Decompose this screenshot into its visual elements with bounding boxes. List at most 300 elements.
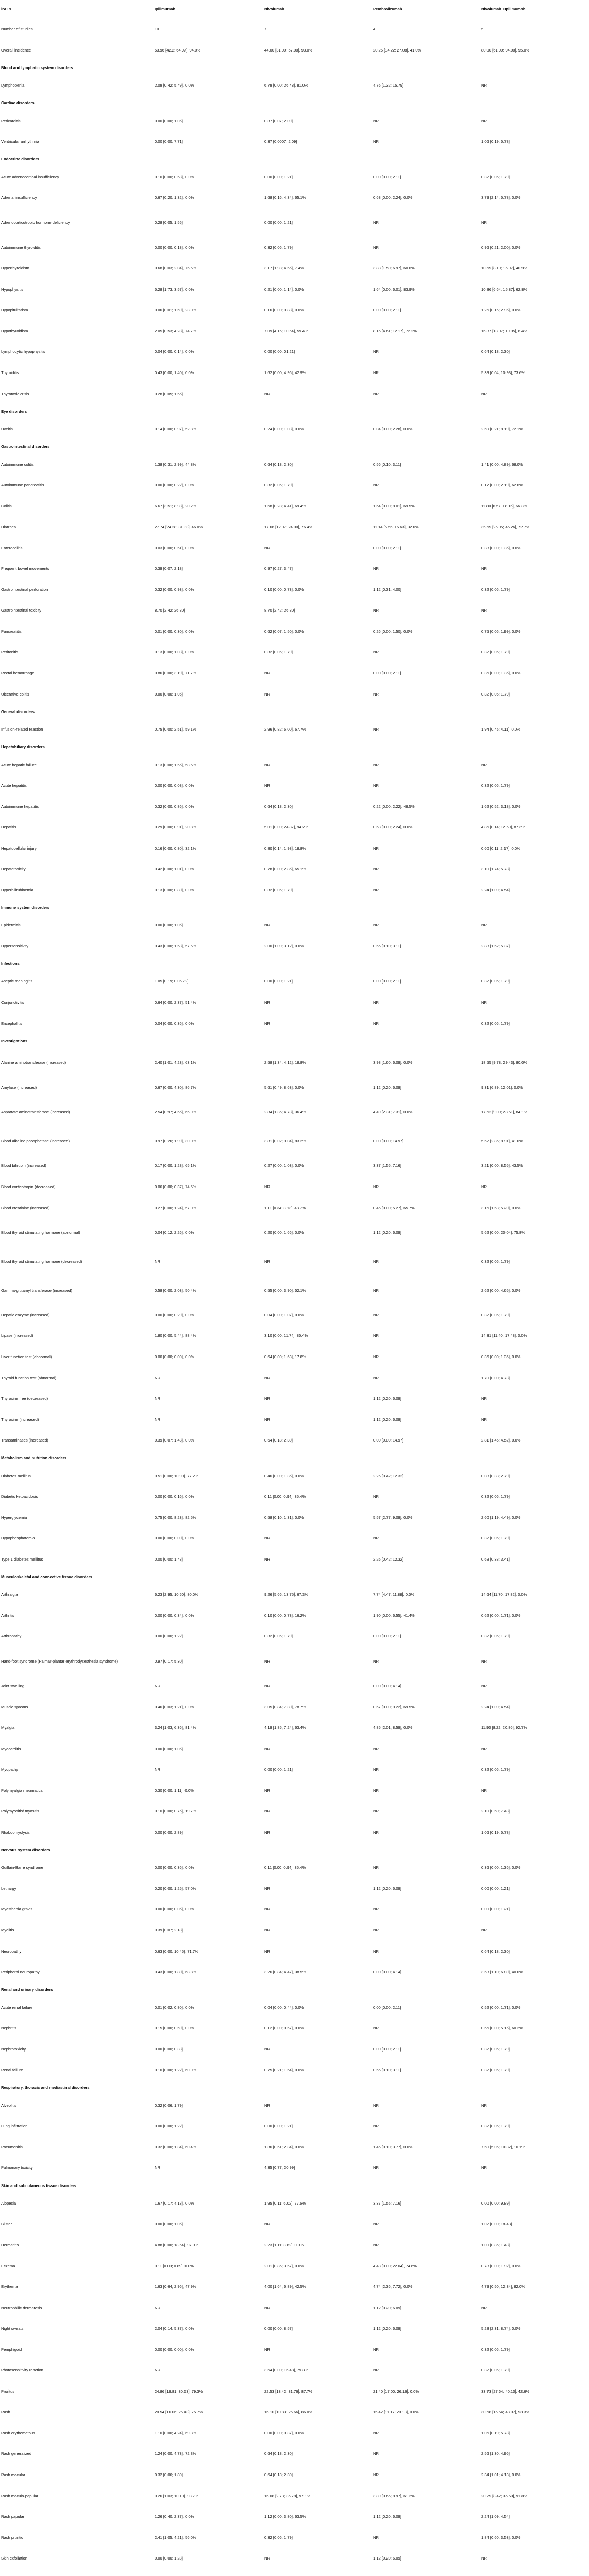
value-cell: 1.67 [0.17; 4.18], 0.0% <box>155 2200 194 2206</box>
value-cell: 0.65 [0.00; 5.15], 60.2% <box>481 2026 523 2031</box>
value-cell: 0.04 [0.00; 0.44], 0.0% <box>264 2005 304 2010</box>
value-cell: 2.24 [1.09; 4.54] <box>481 887 510 892</box>
value-cell: 0.00 [0.00; 1.22] <box>155 2124 183 2129</box>
section-heading: Gastrointestinal disorders <box>1 444 50 449</box>
value-cell: 0.75 [0.21; 1.54], 0.0% <box>264 2067 304 2073</box>
value-cell: 4 <box>373 27 376 32</box>
value-cell: 8.70 [2.42; 26.80] <box>264 608 295 613</box>
irae-name-cell: Lung infiltration <box>1 2124 28 2129</box>
table-row <box>0 796 589 817</box>
irae-name-cell: Epidermitis <box>1 923 21 928</box>
value-cell: NR <box>481 608 487 613</box>
value-cell: 4.74 [2.36; 7.72], 0.0% <box>373 2284 413 2290</box>
table-row <box>0 1801 589 1822</box>
value-cell: NR <box>373 1788 379 1793</box>
irae-name-cell: Thyroxine (increased) <box>1 1417 39 1422</box>
value-cell: 1.26 [0.40; 2.37], 0.0% <box>155 2514 194 2519</box>
value-cell: NR <box>373 2451 379 2456</box>
value-cell: 0.37 [0.07; 2.09] <box>264 118 293 123</box>
table-row <box>0 2137 589 2158</box>
value-cell: NR <box>373 1333 379 1338</box>
value-cell: 0.00 [0.00; 1.05] <box>155 1746 183 1751</box>
irae-name-cell: Diarrhea <box>1 524 16 530</box>
value-cell: NR <box>373 1287 379 1293</box>
value-cell: NR <box>373 1000 379 1005</box>
value-cell: 0.13 [0.00; 1.03], 0.0% <box>155 650 194 655</box>
value-cell: 0.00 [0.00; 2.89] <box>155 1829 183 1835</box>
table-row <box>0 859 589 880</box>
value-cell: NR <box>373 1927 379 1933</box>
value-cell: NR <box>481 1184 487 1189</box>
irae-name-cell: Pemphigoid <box>1 2347 22 2352</box>
section-row <box>0 957 589 971</box>
value-cell: 4.79 [0.50; 12.34], 82.0% <box>481 2284 525 2290</box>
value-cell: 0.64 [0.18; 2.30] <box>264 1438 293 1443</box>
value-cell: 17.62 [9.09; 28.61], 84.1% <box>481 1110 528 1115</box>
value-cell: 14.64 [11.70; 17.82], 0.0% <box>481 1592 527 1597</box>
value-cell: 0.32 [0.00; 0.86], 0.0% <box>155 804 194 809</box>
irae-name-cell: Guillain-Barre syndrome <box>1 1865 43 1870</box>
value-cell: 0.00 [0.00; 2.11] <box>373 308 401 313</box>
value-cell: 21.40 [17.00; 26.16], 0.0% <box>373 2388 419 2394</box>
table-row <box>0 1507 589 1528</box>
irae-name-cell: Erythema <box>1 2284 18 2290</box>
table-row <box>0 1367 589 1388</box>
value-cell: 1.10 [0.00; 4.24], 69.3% <box>155 2430 196 2435</box>
value-cell: 0.39 [0.07; 1.43], 0.0% <box>155 1438 194 1443</box>
value-cell: NR <box>373 887 379 892</box>
value-cell: 0.86 [0.00; 3.19], 71.7% <box>155 671 196 676</box>
value-cell: NR <box>373 1809 379 1814</box>
irae-name-cell: Acute adrenocortical insufficiency <box>1 174 59 179</box>
value-cell: 4.88 [0.00; 18.64], 97.0% <box>155 2242 198 2247</box>
table-row <box>0 342 589 363</box>
value-cell: 5.61 [0.49; 8.63], 0.0% <box>264 1085 304 1090</box>
value-cell: 0.32 [0.06; 1.79] <box>155 2103 183 2108</box>
value-cell: 1.68 [0.28; 4.41], 69.4% <box>264 503 306 509</box>
table-row <box>0 237 589 258</box>
value-cell: 1.06 [0.19; 5.78] <box>481 1829 510 1835</box>
table-row <box>0 1218 589 1247</box>
table-row <box>0 579 589 600</box>
section-heading: Respiratory, thoracic and mediastinal disorders <box>1 2085 90 2090</box>
section-row <box>0 1034 589 1048</box>
value-cell: 0.62 [0.00; 1.71], 0.0% <box>481 1613 521 1618</box>
value-cell: 20.29 [8.42; 35.50], 91.8% <box>481 2493 528 2498</box>
value-cell: 0.12 [0.00; 0.57], 0.0% <box>264 2026 304 2031</box>
section-heading: Hepatobiliary disorders <box>1 744 45 750</box>
irae-name-cell: Photosensitivity reaction <box>1 2368 43 2373</box>
table-row <box>0 2527 589 2548</box>
value-cell: 0.96 [0.21; 2.00], 0.0% <box>481 245 521 250</box>
irae-name-cell: Infusion-related reaction <box>1 727 43 732</box>
value-cell: 5.39 [0.04; 10.93], 73.6% <box>481 370 525 375</box>
section-heading: General disorders <box>1 709 35 714</box>
value-cell: 0.46 [0.03; 1.21], 0.0% <box>155 1704 194 1709</box>
irae-name-cell: Pericarditis <box>1 118 21 123</box>
irae-name-cell: Rash erythematous <box>1 2430 35 2435</box>
value-cell: 1.41 [0.00; 4.89], 68.0% <box>481 462 523 467</box>
value-cell: 0.32 [0.06; 1.79] <box>264 650 293 655</box>
value-cell: NR <box>264 1259 270 1264</box>
value-cell: 0.32 [0.06; 1.79] <box>481 1021 510 1026</box>
value-cell: 6.78 [0.00; 26.48], 81.0% <box>264 83 308 88</box>
value-cell: NR <box>264 691 270 697</box>
section-row <box>0 1451 589 1465</box>
table-row <box>0 1013 589 1034</box>
value-cell: 0.00 [0.00; 0.05], 0.0% <box>155 1907 194 1912</box>
value-cell: 0.29 [0.00; 0.91], 20.8% <box>155 825 196 830</box>
value-cell: 10 <box>155 27 159 32</box>
value-cell: 5.57 [2.77; 9.09], 0.0% <box>373 1515 413 1520</box>
value-cell: 5.28 [1.73; 3.57], 0.0% <box>155 286 194 292</box>
irae-name-cell: Rash generalized <box>1 2451 32 2456</box>
irae-name-cell: Alopecia <box>1 2200 16 2206</box>
irae-name-cell: Pneumonitis <box>1 2144 23 2149</box>
table-row <box>0 2339 589 2360</box>
table-header <box>0 0 589 19</box>
section-row <box>0 1982 589 1997</box>
irae-name-cell: Adrenocorticotropic hormone deficiency <box>1 220 70 225</box>
header-cell-pembrolizumab: Pembrolizumab <box>372 0 480 19</box>
irae-name-cell: Conjunctivitis <box>1 1000 24 1005</box>
irae-name-cell: Myocarditis <box>1 1746 21 1751</box>
value-cell: 0.39 [0.07; 2.18] <box>155 1927 183 1933</box>
table-row <box>0 383 589 404</box>
value-cell: 3.64 [0.00; 16.48], 79.3% <box>264 2368 308 2373</box>
irae-name-cell: Diabetic ketoacidosis <box>1 1494 38 1499</box>
value-cell: 0.43 [0.00; 1.58], 57.6% <box>155 943 196 948</box>
value-cell: 0.68 [0.00; 2.24], 0.0% <box>373 195 413 200</box>
value-cell: 0.67 [0.00; 9.22], 69.5% <box>373 1704 415 1709</box>
value-cell: 1.64 [0.00; 8.01], 69.5% <box>373 503 415 509</box>
value-cell: 1.64 [0.00; 6.01], 83.9% <box>373 286 415 292</box>
value-cell: 0.97 [0.17; 5.30] <box>155 1658 183 1664</box>
value-cell: NR <box>155 1683 160 1688</box>
table-row <box>0 1346 589 1367</box>
value-cell: 4.85 [0.14; 12.69], 87.3% <box>481 825 525 830</box>
table-row <box>0 2506 589 2528</box>
table-row <box>0 2381 589 2402</box>
table-row <box>0 454 589 475</box>
value-cell: 0.32 [0.06; 1.79] <box>264 1634 293 1639</box>
value-cell: 4.00 [1.64; 6.89], 42.5% <box>264 2284 306 2290</box>
value-cell: NR <box>264 671 270 676</box>
value-cell: 0.46 [0.00; 1.35], 0.0% <box>264 1473 304 1478</box>
value-cell: 0.32 [0.06; 1.79] <box>481 691 510 697</box>
value-cell: 3.05 [0.84; 7.30], 78.7% <box>264 1704 306 1709</box>
value-cell: NR <box>373 845 379 851</box>
value-cell: 0.36 [0.00; 1.36], 0.0% <box>481 1865 521 1870</box>
value-cell: 0.00 [0.00; 0.00], 0.0% <box>155 1536 194 1541</box>
value-cell: NR <box>155 1767 160 1772</box>
value-cell: 1.00 [0.86; 1.43] <box>481 2242 510 2247</box>
value-cell: 0.00 [0.00; 4.14] <box>373 1970 401 1975</box>
value-cell: 3.21 [0.00; 8.55], 43.5% <box>481 1163 523 1168</box>
section-heading: Investigations <box>1 1038 28 1043</box>
section-row <box>0 901 589 915</box>
value-cell: 3.79 [2.14; 5.78], 0.0% <box>481 195 521 200</box>
value-cell: 1.12 [0.00; 3.80], 63.5% <box>264 2514 306 2519</box>
value-cell: 0.00 [0.00; 1.28] <box>155 2556 183 2561</box>
value-cell: 1.12 [0.20; 6.09] <box>373 2514 401 2519</box>
section-row <box>0 152 589 166</box>
value-cell: NR <box>264 762 270 767</box>
value-cell: 0.00 [0.00; 0.08], 0.0% <box>155 783 194 788</box>
value-cell: 2.41 [1.05; 4.21], 56.0% <box>155 2535 196 2540</box>
table-row <box>0 1409 589 1430</box>
value-cell: NR <box>264 1927 270 1933</box>
value-cell: 11.80 [6.57; 18.16], 66.3% <box>481 503 527 509</box>
value-cell: 2.26 [0.42; 12.32] <box>373 1473 404 1478</box>
value-cell: 0.28 [0.05; 1.55] <box>155 220 183 225</box>
value-cell: 0.64 [0.18; 2.30] <box>481 1948 510 1954</box>
value-cell: 5.01 [0.00; 24.87], 94.2% <box>264 825 308 830</box>
irae-name-cell: Acute hepatitis <box>1 783 27 788</box>
section-row <box>0 404 589 419</box>
value-cell: 3.37 [1.55; 7.16] <box>373 2200 401 2206</box>
table-row <box>0 2444 589 2465</box>
value-cell: NR <box>264 1907 270 1912</box>
value-cell: NR <box>264 1788 270 1793</box>
table-row <box>0 2018 589 2039</box>
value-cell: 0.78 [0.00; 2.85], 65.1% <box>264 867 306 872</box>
value-cell: NR <box>481 1658 487 1664</box>
value-cell: 0.00 [0.00; 2.11] <box>373 2046 401 2052</box>
value-cell: 1.12 [0.20; 6.09] <box>373 1085 401 1090</box>
value-cell: NR <box>264 2222 270 2227</box>
value-cell: 3.16 [1.53; 5.20], 0.0% <box>481 1205 521 1210</box>
table-row <box>0 992 589 1013</box>
value-cell: 0.27 [0.00; 1.03], 0.0% <box>264 1163 304 1168</box>
table-row <box>0 75 589 96</box>
irae-name-cell: Hepatocellular injury <box>1 845 37 851</box>
value-cell: 1.38 [0.31; 2.99], 44.8% <box>155 462 196 467</box>
value-cell: 2.56 [1.30; 4.96] <box>481 2451 510 2456</box>
irae-name-cell: Arthropathy <box>1 1634 22 1639</box>
value-cell: NR <box>264 1396 270 1401</box>
value-cell: 2.08 [0.42; 5.49], 0.0% <box>155 83 194 88</box>
irae-name-cell: Rectal hemorrhage <box>1 671 35 676</box>
value-cell: 0.37 [0.0007; 2.09] <box>264 139 297 144</box>
irae-name-cell: Nephrotoxicity <box>1 2046 26 2052</box>
table-row <box>0 419 589 440</box>
value-cell: 0.13 [0.00; 0.80], 0.0% <box>155 887 194 892</box>
value-cell: 2.05 [0.53; 4.28], 74.7% <box>155 328 196 333</box>
irae-name-cell: Transaminases (increased) <box>1 1438 48 1443</box>
value-cell: 3.89 [0.65; 8.97], 61.2% <box>373 2493 415 2498</box>
value-cell: NR <box>155 1375 160 1380</box>
irae-name-cell: Dermatitis <box>1 2242 19 2247</box>
value-cell: 15.42 [11.17; 20.13], 0.0% <box>373 2410 419 2415</box>
table-row <box>0 642 589 663</box>
value-cell: 0.32 [0.06; 1.79] <box>481 1312 510 1317</box>
value-cell: 0.24 [0.00; 1.03], 0.0% <box>264 427 304 432</box>
value-cell: 0.10 [0.00; 0.73], 16.2% <box>264 1613 306 1618</box>
value-cell: NR <box>373 1184 379 1189</box>
value-cell: NR <box>481 2305 487 2310</box>
value-cell: 2.69 [0.21; 8.19], 72.1% <box>481 427 523 432</box>
value-cell: NR <box>373 1658 379 1664</box>
value-cell: NR <box>481 220 487 225</box>
value-cell: 0.36 [0.00; 1.36], 0.0% <box>481 1354 521 1359</box>
value-cell: NR <box>481 1417 487 1422</box>
header-row <box>0 0 589 19</box>
value-cell: NR <box>373 566 379 571</box>
irae-name-cell: Hepatitis <box>1 825 16 830</box>
irae-name-cell: Acute renal failure <box>1 2005 33 2010</box>
table-row <box>0 754 589 775</box>
table-row <box>0 936 589 957</box>
value-cell: NR <box>481 391 487 396</box>
value-cell: 6.23 [2.95; 10.50], 80.0% <box>155 1592 198 1597</box>
value-cell: 0.10 [0.00; 0.75], 19.7% <box>155 1809 196 1814</box>
value-cell: 3.17 [1.98; 4.55], 7.4% <box>264 266 304 271</box>
irae-name-cell: Pancreatitis <box>1 629 22 634</box>
irae-name-cell: Night sweats <box>1 2326 24 2331</box>
value-cell: 0.01 [0.02; 0.80], 0.0% <box>155 2005 194 2010</box>
value-cell: 0.04 [0.00; 1.07], 0.0% <box>264 1312 304 1317</box>
value-cell: 11.90 [8.22; 20.86], 92.7% <box>481 1725 527 1731</box>
value-cell: 0.13 [0.00; 1.55], 58.5% <box>155 762 196 767</box>
value-cell: 0.32 [0.06; 1.79] <box>481 1634 510 1639</box>
value-cell: 1.12 [0.20; 6.09] <box>373 1886 401 1891</box>
value-cell: NR <box>264 391 270 396</box>
section-heading: Eye disorders <box>1 409 27 414</box>
value-cell: 0.32 [0.06; 1.79] <box>481 783 510 788</box>
value-cell: 0.27 [0.00; 1.24], 57.0% <box>155 1205 196 1210</box>
value-cell: 0.32 [0.06; 1.79] <box>264 887 293 892</box>
value-cell: 0.00 [0.00; 9.89] <box>481 2200 510 2206</box>
irae-name-cell: Arthralgia <box>1 1592 18 1597</box>
value-cell <box>372 2569 480 2576</box>
irae-name-cell: Lymphopenia <box>1 83 25 88</box>
value-cell: NR <box>264 1658 270 1664</box>
table-row <box>0 684 589 705</box>
value-cell: 2.81 [1.45; 4.52], 0.0% <box>481 1438 521 1443</box>
value-cell: 0.97 [0.27; 3.47] <box>264 566 293 571</box>
value-cell: 2.34 [1.01; 4.13], 0.0% <box>481 2472 521 2477</box>
value-cell: 0.64 [0.18; 2.30] <box>481 349 510 354</box>
value-cell: NR <box>264 2347 270 2352</box>
value-cell: 18.55 [9.78; 29.43], 80.0% <box>481 1060 528 1065</box>
value-cell: 0.64 [0.18; 2.30] <box>264 804 293 809</box>
value-cell: NR <box>373 1746 379 1751</box>
value-cell: 1.06 [0.19; 5.78] <box>481 139 510 144</box>
table-row <box>0 2360 589 2381</box>
value-cell: 2.62 [0.00; 4.65], 0.0% <box>481 1287 521 1293</box>
value-cell: 0.28 [0.05; 1.55] <box>155 391 183 396</box>
value-cell: 0.32 [0.06; 1.79] <box>481 1494 510 1499</box>
value-cell: 0.00 [0.00; 1.21] <box>481 1886 510 1891</box>
table-row <box>0 320 589 342</box>
value-cell: 0.00 [0.00; 1.21] <box>481 1907 510 1912</box>
table-row <box>0 1899 589 1920</box>
value-cell: NR <box>373 762 379 767</box>
table-row <box>0 915 589 936</box>
value-cell: 0.32 [0.06; 1.79] <box>481 2347 510 2352</box>
irae-name-cell: Rash papular <box>1 2514 25 2519</box>
table-row <box>0 1718 589 1739</box>
value-cell: NR <box>264 923 270 928</box>
value-cell: 0.00 [0.00; 14.97] <box>373 1438 404 1443</box>
value-cell: 0.00 [0.00; 1.21] <box>264 174 293 179</box>
value-cell: 0.03 [0.00; 0.51], 0.0% <box>155 545 194 550</box>
value-cell: NR <box>373 370 379 375</box>
value-cell: 0.04 [0.00; 2.28], 0.0% <box>373 427 413 432</box>
value-cell: 0.32 [0.06; 1.79] <box>481 2067 510 2073</box>
value-cell: 44.00 [31.00; 57.00], 93.0% <box>264 47 313 53</box>
value-cell: 33.73 [27.64; 40.10], 42.6% <box>481 2388 530 2394</box>
irae-name-cell: Enterocolitis <box>1 545 23 550</box>
irae-name-cell <box>0 2569 154 2576</box>
header-cell-ipilimumab: Ipilimumab <box>154 0 263 19</box>
value-cell: 7.50 [5.06; 10.32], 10.1% <box>481 2144 525 2149</box>
table-row <box>0 2193 589 2214</box>
table-row <box>0 517 589 538</box>
value-cell: 0.20 [0.00; 1.66], 0.0% <box>264 1230 304 1235</box>
irae-name-cell: Blood thyroid stimulating hormone (abnormal) <box>1 1230 80 1235</box>
table-row <box>0 258 589 279</box>
irae-name-cell: Diabetes mellitus <box>1 1473 31 1478</box>
value-cell: 0.63 [0.00; 10.45], 71.7% <box>155 1948 198 1954</box>
table-row <box>0 1276 589 1304</box>
value-cell: 0.32 [0.06; 1.80] <box>155 2472 183 2477</box>
section-row <box>0 2080 589 2095</box>
value-cell: 0.21 [0.00; 1.14], 0.0% <box>264 286 304 292</box>
value-cell: NR <box>373 483 379 488</box>
value-cell: 20.26 [14.22; 27.08], 41.0% <box>373 47 422 53</box>
value-cell: 1.46 [0.10; 3.77], 0.0% <box>373 2144 413 2149</box>
value-cell: NR <box>264 783 270 788</box>
section-row <box>0 61 589 75</box>
value-cell: 1.12 [0.20; 6.09] <box>373 2305 401 2310</box>
header-cell-irae: irAEs <box>0 0 154 19</box>
value-cell: NR <box>373 139 379 144</box>
value-cell: 0.32 [0.06; 1.79] <box>481 174 510 179</box>
value-cell: 9.26 [5.66; 13.75], 67.3% <box>264 1592 308 1597</box>
irae-name-cell: Gastrointestinal toxicity <box>1 608 42 613</box>
table-row <box>0 1077 589 1098</box>
irae-name-cell: Peritonitis <box>1 650 19 655</box>
value-cell: NR <box>264 1948 270 1954</box>
value-cell: 0.04 [0.00; 0.36], 0.0% <box>155 1021 194 1026</box>
table-row <box>0 1759 589 1781</box>
table-row <box>0 2060 589 2081</box>
value-cell: 0.10 [0.00; 0.73], 0.0% <box>264 587 304 592</box>
value-cell: NR <box>373 2103 379 2108</box>
value-cell: NR <box>373 2535 379 2540</box>
table-row <box>0 300 589 321</box>
value-cell: NR <box>481 1000 487 1005</box>
irae-name-cell: Lethargy <box>1 1886 16 1891</box>
irae-name-cell: Number of studies <box>1 27 33 32</box>
table-row <box>0 2318 589 2340</box>
table-row <box>0 775 589 796</box>
value-cell: NR <box>264 1556 270 1562</box>
irae-name-cell: Hyperbilirubinemia <box>1 887 33 892</box>
value-cell: 0.00 [0.00; 0.36], 0.0% <box>155 1865 194 1870</box>
table-row <box>0 1098 589 1127</box>
value-cell: 2.40 [1.01; 4.23], 63.1% <box>155 1060 196 1065</box>
irae-name-cell: Thyroid function test (abnormal) <box>1 1375 57 1380</box>
irae-name-cell: Ventricular arrhythmia <box>1 139 39 144</box>
irae-name-cell: Myasthenia gravis <box>1 1907 33 1912</box>
irae-name-cell: Autoimmune thyroiditis <box>1 245 41 250</box>
table-row <box>0 1430 589 1451</box>
value-cell: 7.74 [4.47; 11.88], 0.0% <box>373 1592 415 1597</box>
table-row <box>0 817 589 838</box>
